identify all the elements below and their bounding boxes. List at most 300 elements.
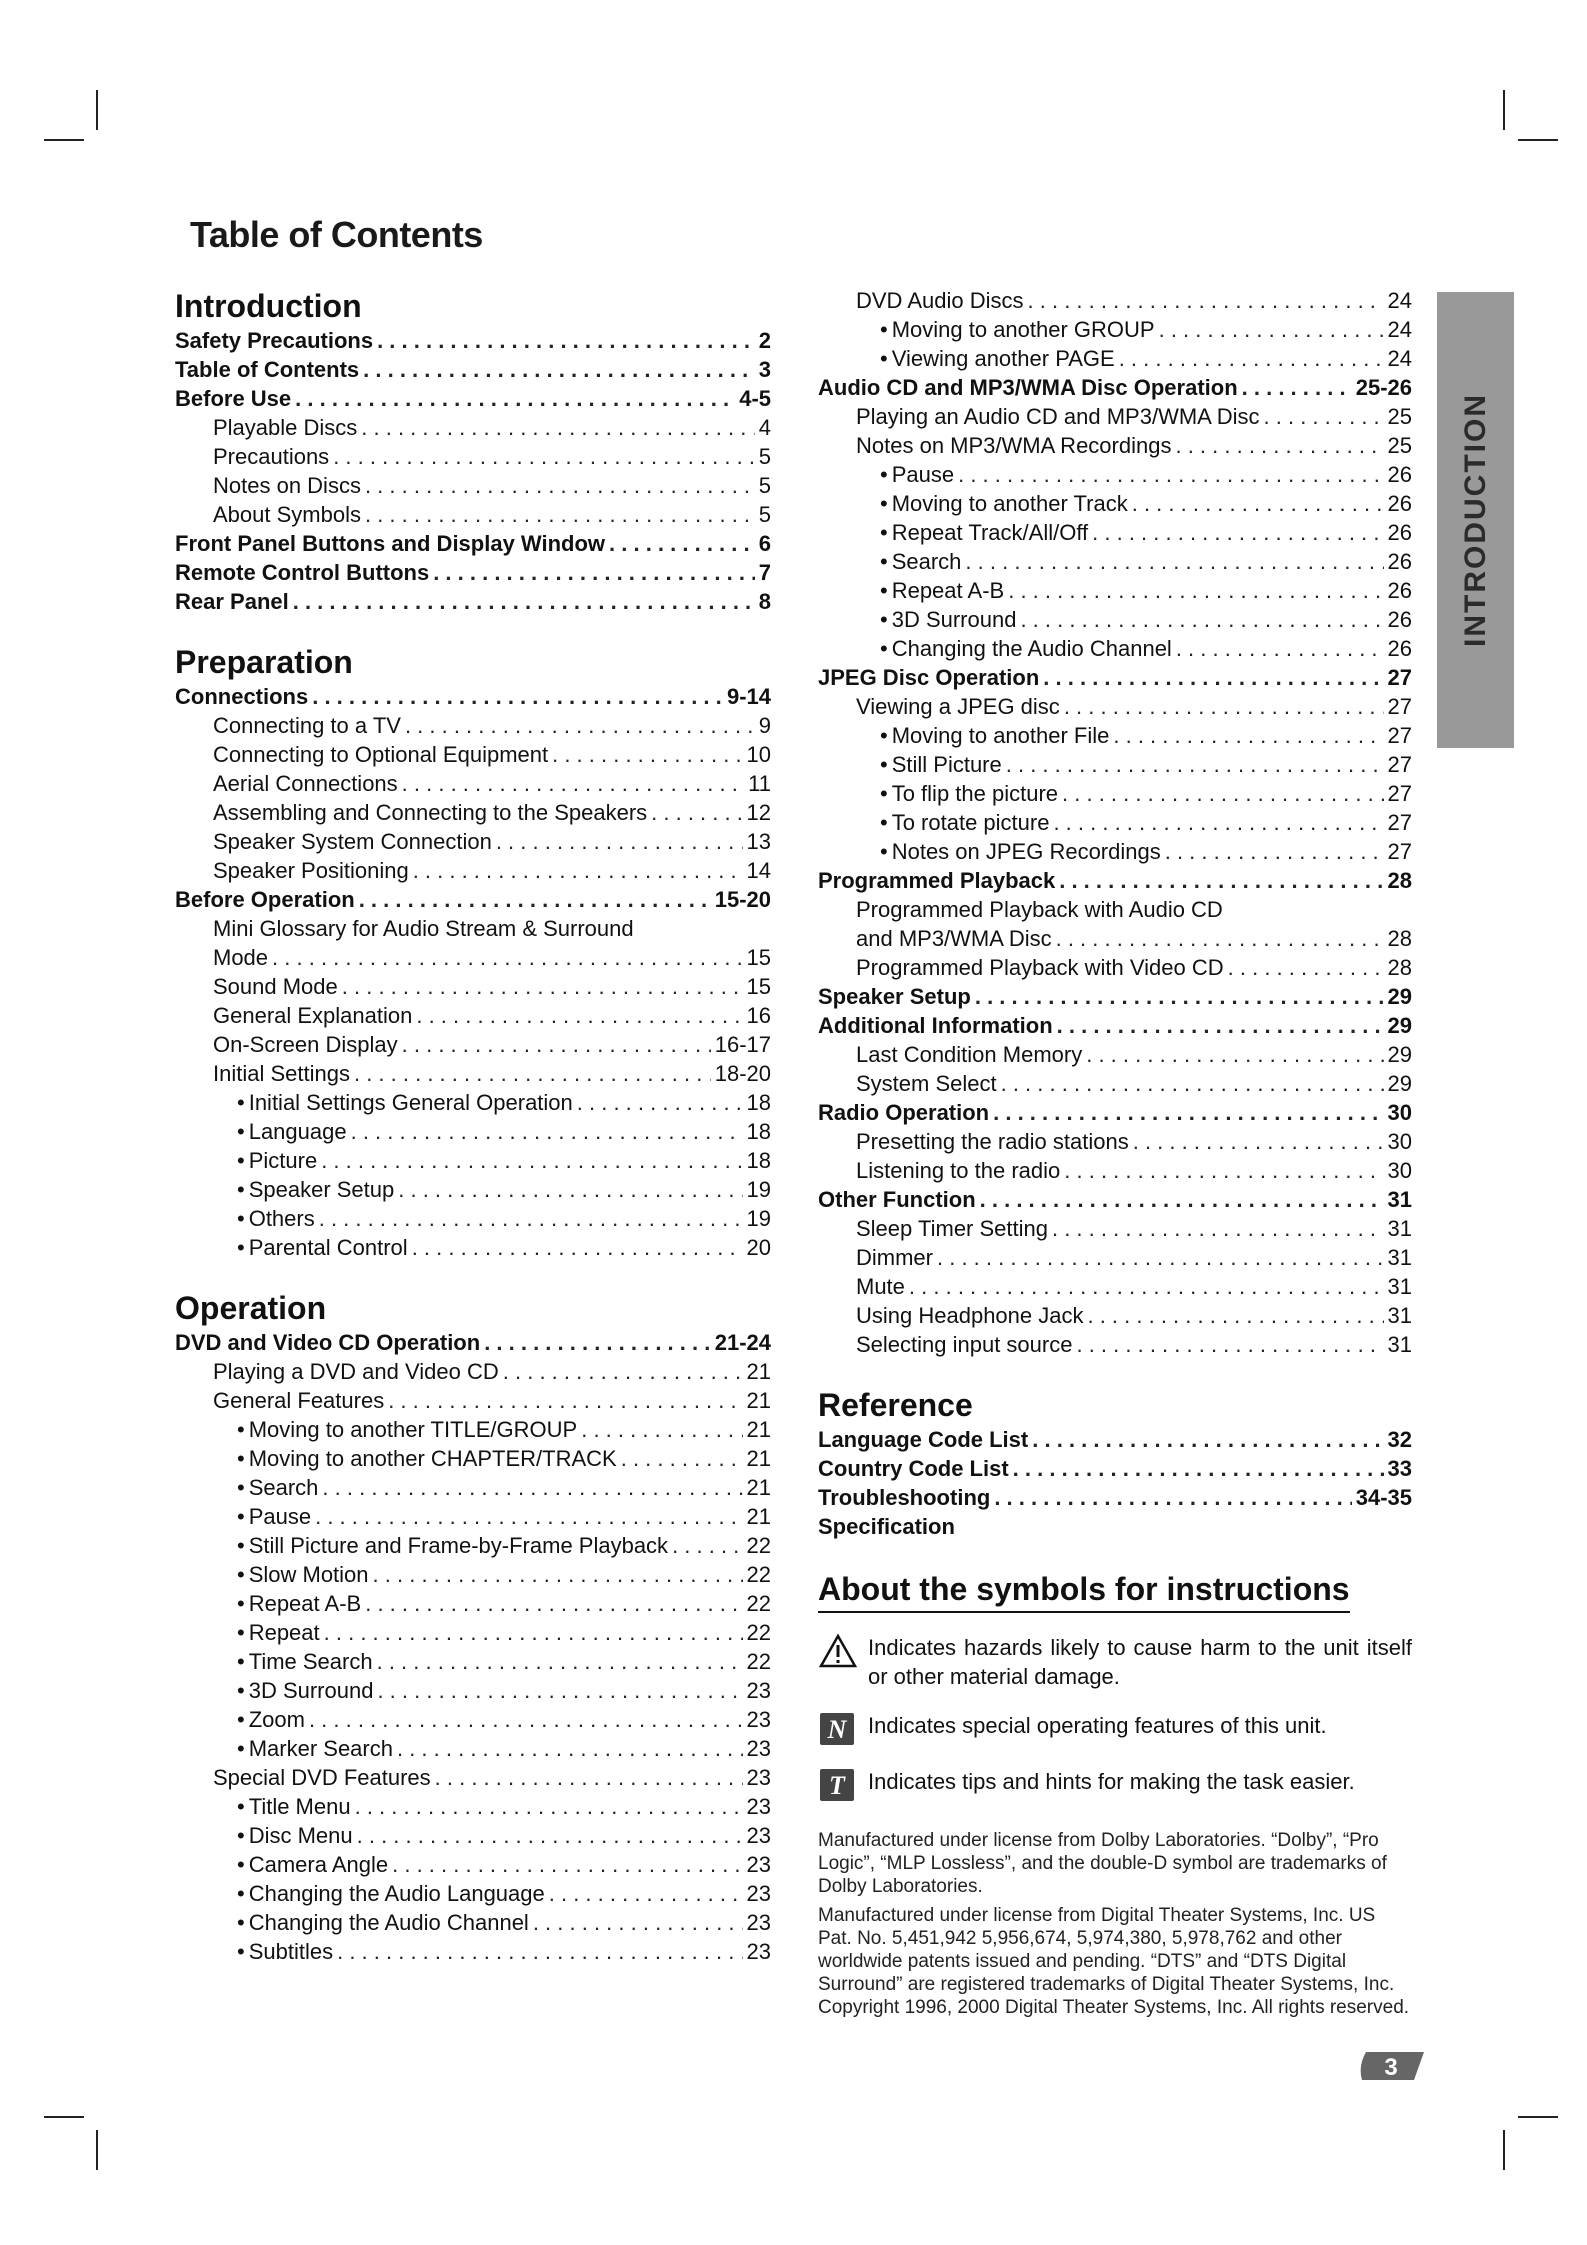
dot-leader xyxy=(552,740,742,769)
toc-entry[interactable] xyxy=(175,442,771,471)
toc-entry-title: Additional Information xyxy=(818,1013,1053,1038)
svg-text:N: N xyxy=(827,1715,847,1744)
toc-entry[interactable] xyxy=(175,1233,771,1262)
dot-leader xyxy=(365,471,755,500)
toc-entry-title: Radio Operation xyxy=(818,1100,990,1125)
toc-entry-title: Playing a DVD and Video CD xyxy=(213,1359,499,1384)
toc-entry-title: Notes on MP3/WMA Recordings xyxy=(856,433,1172,458)
toc-entry[interactable] xyxy=(818,1069,1412,1098)
dot-leader xyxy=(1056,924,1384,953)
crop-mark xyxy=(1503,2130,1505,2170)
toc-entry-page: 21 xyxy=(746,1417,771,1442)
toc-entry-title: 3D Surround xyxy=(248,1678,374,1703)
dot-leader xyxy=(484,1328,711,1357)
toc-entry[interactable] xyxy=(175,1001,771,1030)
toc-entry-page: 26 xyxy=(1387,607,1412,632)
bullet-icon: • xyxy=(237,1678,245,1703)
license-notes xyxy=(818,1829,1412,2019)
toc-entry-page: 31 xyxy=(1387,1274,1412,1299)
dot-leader xyxy=(1242,373,1352,402)
bullet-icon: • xyxy=(880,317,888,342)
toc-entry-title: Viewing a JPEG disc xyxy=(856,694,1060,719)
toc-entry[interactable] xyxy=(818,808,1412,837)
dot-leader xyxy=(412,1233,743,1262)
toc-entry-title: and MP3/WMA Disc xyxy=(856,926,1052,951)
toc-entry-title: Subtitles xyxy=(248,1939,334,1964)
crop-mark xyxy=(1518,139,1558,141)
dot-leader xyxy=(1113,721,1383,750)
bullet-icon: • xyxy=(880,491,888,516)
toc-entry[interactable] xyxy=(175,1357,771,1386)
bullet-icon: • xyxy=(880,607,888,632)
tip-icon xyxy=(818,1767,858,1803)
toc-entry-page: 30 xyxy=(1387,1158,1412,1183)
dot-leader xyxy=(1133,1127,1384,1156)
toc-entry-page: 23 xyxy=(746,1707,771,1732)
toc-entry[interactable] xyxy=(818,489,1412,518)
toc-entry[interactable] xyxy=(818,605,1412,634)
dot-leader xyxy=(1020,605,1383,634)
toc-entry-page: 30 xyxy=(1387,1100,1412,1125)
toc-entry[interactable] xyxy=(175,1415,771,1444)
toc-entry-title: Playing an Audio CD and MP3/WMA Disc xyxy=(856,404,1260,429)
toc-entry-page: 27 xyxy=(1387,810,1412,835)
toc-entry[interactable] xyxy=(175,1821,771,1850)
dot-leader xyxy=(1032,1425,1383,1454)
dot-leader xyxy=(1119,344,1384,373)
toc-entry[interactable] xyxy=(818,431,1412,460)
toc-entry-page: 14 xyxy=(746,858,771,883)
dot-leader xyxy=(361,413,754,442)
toc-entry[interactable] xyxy=(175,1030,771,1059)
toc-entry[interactable] xyxy=(175,1560,771,1589)
toc-entry-title: Camera Angle xyxy=(248,1852,389,1877)
dot-leader xyxy=(337,1937,742,1966)
toc-entry[interactable] xyxy=(175,1589,771,1618)
toc-entry-page: 4 xyxy=(758,415,771,440)
toc-entry-page: 8 xyxy=(758,589,771,614)
toc-entry[interactable] xyxy=(175,1908,771,1937)
toc-entry-title: Repeat A-B xyxy=(248,1591,362,1616)
dot-leader xyxy=(1013,1454,1384,1483)
toc-entry[interactable] xyxy=(175,827,771,856)
toc-entry[interactable] xyxy=(175,972,771,1001)
bullet-icon: • xyxy=(237,1206,245,1231)
toc-entry-title: Pause xyxy=(248,1504,312,1529)
toc-entry-page: 28 xyxy=(1387,955,1412,980)
dot-leader xyxy=(1062,779,1384,808)
dot-leader xyxy=(272,943,742,972)
dot-leader xyxy=(416,1001,742,1030)
toc-entry-page: 6 xyxy=(758,531,771,556)
toc-entry[interactable] xyxy=(175,1204,771,1233)
toc-entry-page: 26 xyxy=(1387,636,1412,661)
toc-entry[interactable] xyxy=(818,1272,1412,1301)
dot-leader xyxy=(1264,402,1384,431)
symbols-heading: About the symbols for instructions xyxy=(818,1569,1350,1613)
toc-entry-page: 16 xyxy=(746,1003,771,1028)
toc-entry-page: 23 xyxy=(746,1823,771,1848)
toc-entry-page: 22 xyxy=(746,1533,771,1558)
toc-entry-title: Title Menu xyxy=(248,1794,351,1819)
toc-entry-page: 21-24 xyxy=(714,1330,771,1355)
toc-entry-title: On-Screen Display xyxy=(213,1032,398,1057)
bullet-icon: • xyxy=(880,462,888,487)
toc-entry[interactable] xyxy=(818,286,1412,315)
dot-leader xyxy=(402,769,744,798)
toc-entry[interactable] xyxy=(175,1502,771,1531)
toc-entry-page: 16-17 xyxy=(714,1032,771,1057)
toc-entry-page: 27 xyxy=(1387,694,1412,719)
bullet-icon: • xyxy=(880,549,888,574)
toc-entry[interactable] xyxy=(818,663,1412,692)
dot-leader xyxy=(1057,1011,1384,1040)
toc-entry[interactable] xyxy=(175,798,771,827)
toc-entry[interactable] xyxy=(818,1098,1412,1127)
toc-entry[interactable] xyxy=(818,837,1412,866)
dot-leader xyxy=(365,500,755,529)
bullet-icon: • xyxy=(237,1446,245,1471)
toc-entry-page: 21 xyxy=(746,1359,771,1384)
toc-entry-title: Speaker System Connection xyxy=(213,829,492,854)
toc-entry[interactable] xyxy=(818,721,1412,750)
toc-entry[interactable] xyxy=(175,914,771,943)
toc-entry-page: 26 xyxy=(1387,491,1412,516)
toc-entry[interactable] xyxy=(818,895,1412,924)
toc-entry-title: To rotate picture xyxy=(891,810,1050,835)
toc-entry-title: Moving to another Track xyxy=(891,491,1128,516)
section-heading: Introduction xyxy=(175,288,362,324)
toc-entry-title: Repeat xyxy=(248,1620,320,1645)
toc-entry-title: Audio CD and MP3/WMA Disc Operation xyxy=(818,375,1238,400)
toc-entry[interactable] xyxy=(175,1146,771,1175)
dot-leader xyxy=(533,1908,743,1937)
dot-leader xyxy=(373,1560,743,1589)
toc-entry[interactable] xyxy=(818,982,1412,1011)
toc-entry[interactable] xyxy=(818,1483,1412,1512)
bullet-icon: • xyxy=(237,1119,245,1144)
toc-entry-title: 3D Surround xyxy=(891,607,1017,632)
toc-entry-page: 4-5 xyxy=(739,386,771,411)
toc-entry-title: Last Condition Memory xyxy=(856,1042,1083,1067)
toc-entry[interactable] xyxy=(175,529,771,558)
toc-entry-page: 7 xyxy=(758,560,771,585)
bullet-icon: • xyxy=(237,1475,245,1500)
toc-entry-page: 25-26 xyxy=(1355,375,1412,400)
toc-entry-page: 23 xyxy=(746,1939,771,1964)
dot-leader xyxy=(965,547,1383,576)
toc-entry-title: Before Operation xyxy=(175,887,355,912)
toc-entry[interactable] xyxy=(175,1117,771,1146)
toc-entry-page: 11 xyxy=(748,771,771,796)
toc-entry-page: 29 xyxy=(1387,984,1412,1009)
dot-leader xyxy=(413,856,743,885)
dot-leader xyxy=(1159,315,1384,344)
section-side-tab xyxy=(1437,292,1514,748)
dot-leader xyxy=(1028,286,1384,315)
toc-entry[interactable] xyxy=(175,326,771,355)
toc-entry[interactable] xyxy=(818,373,1412,402)
toc-entry[interactable] xyxy=(818,576,1412,605)
bullet-icon: • xyxy=(237,1417,245,1442)
toc-right-list xyxy=(818,286,1412,1541)
toc-entry-title: Moving to another GROUP xyxy=(891,317,1155,342)
dot-leader xyxy=(359,885,711,914)
toc-entry[interactable] xyxy=(175,1734,771,1763)
toc-entry-title: Assembling and Connecting to the Speakers xyxy=(213,800,648,825)
dot-leader xyxy=(1076,1330,1383,1359)
dot-leader xyxy=(1086,1040,1383,1069)
toc-entry-title: DVD Audio Discs xyxy=(856,288,1024,313)
toc-entry-title: Moving to another File xyxy=(891,723,1110,748)
toc-entry-title: Mute xyxy=(856,1274,905,1299)
bullet-icon: • xyxy=(237,1881,245,1906)
toc-entry-page: 24 xyxy=(1387,346,1412,371)
dot-leader xyxy=(377,1647,743,1676)
dot-leader xyxy=(388,1386,742,1415)
toc-entry-title: Dimmer xyxy=(856,1245,933,1270)
section-gap xyxy=(175,616,771,642)
toc-entry[interactable] xyxy=(818,402,1412,431)
toc-entry-title: General Explanation xyxy=(213,1003,413,1028)
toc-entry-page: 9-14 xyxy=(726,684,771,709)
toc-entry-title: Troubleshooting xyxy=(818,1485,991,1510)
toc-entry-title: Programmed Playback with Audio CD xyxy=(856,897,1223,922)
dot-leader xyxy=(355,1792,743,1821)
toc-entry-page: 30 xyxy=(1387,1129,1412,1154)
toc-entry-title: Time Search xyxy=(248,1649,373,1674)
toc-entry[interactable] xyxy=(175,471,771,500)
toc-entry-page: 21 xyxy=(746,1388,771,1413)
dot-leader xyxy=(312,682,723,711)
toc-entry[interactable] xyxy=(818,866,1412,895)
dot-leader xyxy=(321,1146,742,1175)
toc-entry-page: 27 xyxy=(1387,723,1412,748)
toc-entry-page: 18 xyxy=(746,1148,771,1173)
side-tab-label: INTRODUCTION xyxy=(1458,393,1492,647)
toc-entry-page: 13 xyxy=(746,829,771,854)
dot-leader xyxy=(402,1030,711,1059)
toc-entry[interactable] xyxy=(818,315,1412,344)
toc-entry[interactable] xyxy=(175,885,771,914)
dot-leader xyxy=(435,1763,743,1792)
symbol-row-tip xyxy=(818,1767,1412,1803)
toc-entry[interactable] xyxy=(175,1792,771,1821)
dot-leader xyxy=(1132,489,1384,518)
toc-entry-page: 28 xyxy=(1387,926,1412,951)
toc-entry[interactable] xyxy=(818,460,1412,489)
toc-entry[interactable] xyxy=(818,953,1412,982)
toc-entry[interactable] xyxy=(175,1647,771,1676)
toc-entry-page: 31 xyxy=(1387,1187,1412,1212)
toc-entry-title: Mode xyxy=(213,945,269,970)
toc-entry-title: Before Use xyxy=(175,386,292,411)
dot-leader xyxy=(397,1734,743,1763)
toc-entry-title: Rear Panel xyxy=(175,589,289,614)
dot-leader xyxy=(621,1444,743,1473)
toc-entry-page: 26 xyxy=(1387,520,1412,545)
dot-leader xyxy=(994,1483,1351,1512)
toc-entry[interactable] xyxy=(175,1705,771,1734)
dot-leader xyxy=(309,1705,743,1734)
toc-entry-title: Presetting the radio stations xyxy=(856,1129,1129,1154)
toc-entry[interactable] xyxy=(818,779,1412,808)
toc-entry[interactable] xyxy=(175,384,771,413)
toc-entry[interactable] xyxy=(175,769,771,798)
toc-entry[interactable] xyxy=(175,1444,771,1473)
toc-entry-page: 21 xyxy=(746,1504,771,1529)
dot-leader xyxy=(581,1415,742,1444)
toc-entry[interactable] xyxy=(175,856,771,885)
dot-leader xyxy=(1064,692,1384,721)
bullet-icon: • xyxy=(237,1910,245,1935)
dot-leader xyxy=(433,558,755,587)
toc-entry-title: Connections xyxy=(175,684,309,709)
toc-entry[interactable] xyxy=(175,740,771,769)
toc-entry[interactable] xyxy=(175,587,771,616)
dot-leader xyxy=(405,711,755,740)
dolby-license-note: Manufactured under license from Dolby Laboratories. “Dolby”, “Pro Logic”, “MLP Lossless”, and the double-D symbol are trademarks of Dolby Laboratories. xyxy=(818,1830,1387,1897)
toc-entry-page: 27 xyxy=(1387,752,1412,777)
toc-entry[interactable] xyxy=(818,1512,1412,1541)
toc-entry[interactable] xyxy=(175,1531,771,1560)
toc-entry-title: Repeat Track/All/Off xyxy=(891,520,1089,545)
toc-entry-title: Speaker Positioning xyxy=(213,858,409,883)
toc-entry[interactable] xyxy=(818,1156,1412,1185)
toc-entry[interactable] xyxy=(175,500,771,529)
toc-entry[interactable] xyxy=(175,1850,771,1879)
dot-leader xyxy=(1053,808,1383,837)
dot-leader xyxy=(377,326,755,355)
crop-mark xyxy=(1503,90,1505,130)
svg-text:T: T xyxy=(829,1771,845,1800)
toc-entry[interactable] xyxy=(818,1214,1412,1243)
toc-entry[interactable] xyxy=(818,924,1412,953)
bullet-icon: • xyxy=(237,1707,245,1732)
toc-entry[interactable] xyxy=(175,1618,771,1647)
toc-entry[interactable] xyxy=(175,355,771,384)
toc-entry-title: Country Code List xyxy=(818,1456,1009,1481)
page-number: 3 xyxy=(1384,2054,1398,2081)
bullet-icon: • xyxy=(880,810,888,835)
toc-entry[interactable] xyxy=(175,413,771,442)
toc-entry-page: 18 xyxy=(746,1090,771,1115)
toc-entry[interactable] xyxy=(175,1937,771,1966)
toc-entry-page: 26 xyxy=(1387,549,1412,574)
dot-leader xyxy=(1165,837,1384,866)
toc-entry-page: 27 xyxy=(1387,839,1412,864)
toc-entry[interactable] xyxy=(175,1763,771,1792)
note-icon xyxy=(818,1711,858,1747)
toc-entry-page: 24 xyxy=(1387,317,1412,342)
dot-leader xyxy=(672,1531,742,1560)
toc-entry-title: Disc Menu xyxy=(248,1823,353,1848)
toc-entry[interactable] xyxy=(175,682,771,711)
toc-entry[interactable] xyxy=(818,1301,1412,1330)
dot-leader xyxy=(295,384,735,413)
toc-entry-title: JPEG Disc Operation xyxy=(818,665,1040,690)
toc-entry[interactable] xyxy=(175,1088,771,1117)
bullet-icon: • xyxy=(237,1533,245,1558)
dot-leader xyxy=(324,1618,743,1647)
crop-mark xyxy=(44,2116,84,2118)
toc-entry[interactable] xyxy=(818,518,1412,547)
toc-entry[interactable] xyxy=(175,1879,771,1908)
toc-entry-title: Search xyxy=(891,549,962,574)
toc-entry-page: 21 xyxy=(746,1475,771,1500)
toc-entry[interactable] xyxy=(175,1386,771,1415)
toc-entry-page: 23 xyxy=(746,1736,771,1761)
toc-entry[interactable] xyxy=(818,750,1412,779)
toc-entry-page: 29 xyxy=(1387,1013,1412,1038)
toc-entry-page: 25 xyxy=(1387,433,1412,458)
toc-entry-page: 23 xyxy=(746,1678,771,1703)
toc-entry-title: Still Picture xyxy=(891,752,1002,777)
dot-leader xyxy=(993,1098,1383,1127)
toc-entry-page: 15 xyxy=(746,945,771,970)
toc-entry-page: 5 xyxy=(758,444,771,469)
toc-entry[interactable] xyxy=(175,1473,771,1502)
dot-leader xyxy=(293,587,755,616)
warning-triangle-icon xyxy=(818,1633,858,1669)
dot-leader xyxy=(549,1879,743,1908)
toc-entry[interactable] xyxy=(175,1676,771,1705)
toc-entry-page: 19 xyxy=(746,1177,771,1202)
toc-entry-page: 33 xyxy=(1387,1456,1412,1481)
toc-entry[interactable] xyxy=(175,1328,771,1357)
toc-entry[interactable] xyxy=(818,344,1412,373)
symbol-description: Indicates special operating features of this unit. xyxy=(868,1713,1327,1738)
toc-entry[interactable] xyxy=(818,1454,1412,1483)
toc-entry-title: Moving to another CHAPTER/TRACK xyxy=(248,1446,617,1471)
toc-entry[interactable] xyxy=(818,1040,1412,1069)
toc-entry[interactable] xyxy=(175,1175,771,1204)
toc-entry[interactable] xyxy=(818,1127,1412,1156)
bullet-icon: • xyxy=(880,839,888,864)
toc-entry[interactable] xyxy=(818,1011,1412,1040)
toc-entry[interactable] xyxy=(818,1330,1412,1359)
bullet-icon: • xyxy=(237,1939,245,1964)
toc-entry-page: 12 xyxy=(746,800,771,825)
toc-entry[interactable] xyxy=(818,1185,1412,1214)
toc-entry-title: Safety Precautions xyxy=(175,328,374,353)
toc-entry-page: 18-20 xyxy=(714,1061,771,1086)
toc-entry[interactable] xyxy=(175,558,771,587)
toc-entry-page: 24 xyxy=(1387,288,1412,313)
toc-entry[interactable] xyxy=(818,1243,1412,1272)
bullet-icon: • xyxy=(237,1235,245,1260)
toc-entry-page: 5 xyxy=(758,502,771,527)
symbol-row-warning xyxy=(818,1633,1412,1691)
toc-entry[interactable] xyxy=(818,634,1412,663)
bullet-icon: • xyxy=(880,752,888,777)
dot-leader xyxy=(351,1117,743,1146)
crop-mark xyxy=(1518,2116,1558,2118)
toc-entry[interactable] xyxy=(818,1425,1412,1454)
toc-entry[interactable] xyxy=(175,943,771,972)
dot-leader xyxy=(1087,1301,1383,1330)
dot-leader xyxy=(651,798,742,827)
toc-entry-page: 23 xyxy=(746,1794,771,1819)
symbol-description: Indicates hazards likely to cause harm to the unit itself or other material damage. xyxy=(868,1635,1412,1689)
toc-entry[interactable] xyxy=(175,711,771,740)
toc-entry-title: Notes on Discs xyxy=(213,473,361,498)
dot-leader xyxy=(315,1502,742,1531)
toc-entry[interactable] xyxy=(175,1059,771,1088)
toc-entry[interactable] xyxy=(818,547,1412,576)
toc-entry[interactable] xyxy=(818,692,1412,721)
dot-leader xyxy=(392,1850,742,1879)
